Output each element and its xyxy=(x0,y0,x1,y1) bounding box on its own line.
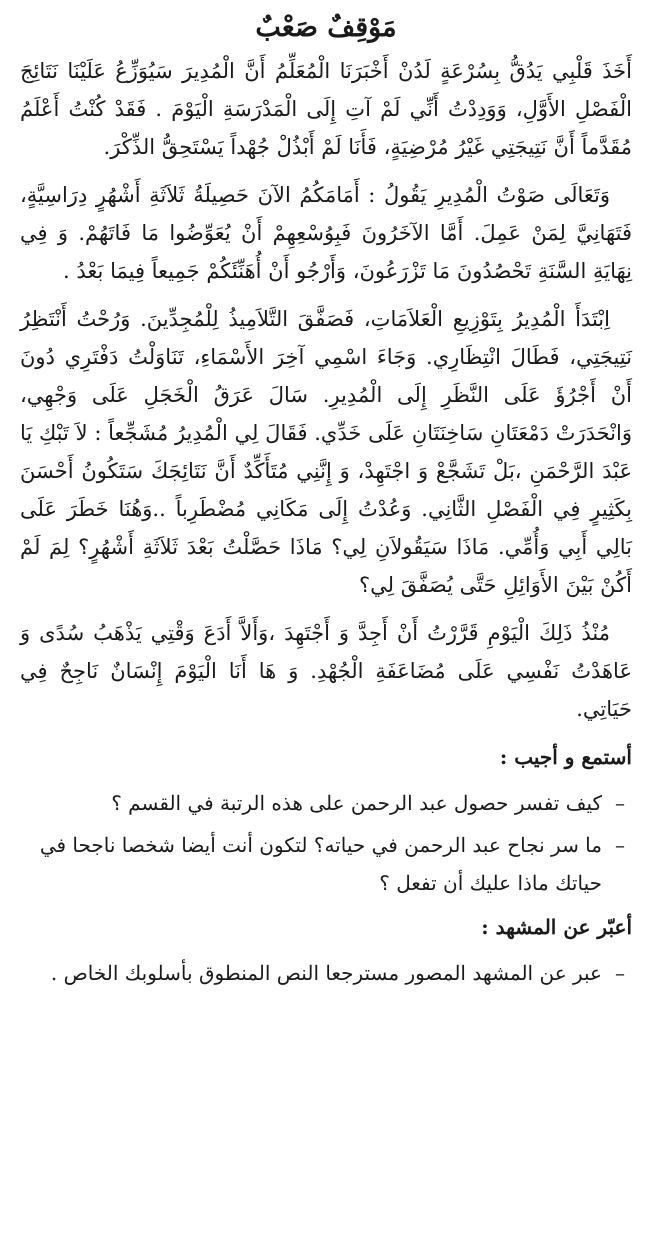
dash-marker: – xyxy=(615,833,625,857)
page-title: مَوْقِفٌ صَعْبٌ xyxy=(255,12,397,43)
question-item xyxy=(20,826,632,902)
question-text: ما سر نجاح عبد الرحمن في حياته؟ لتكون أنت أيضا شخصا ناجحا في حياتك ماذا عليك أن تفعل ؟ xyxy=(39,833,602,895)
express-text: عبر عن المشهد المصور مسترجعا النص المنطوق بأسلوبك الخاص . xyxy=(50,961,602,985)
question-item xyxy=(20,784,632,822)
listen-questions-list xyxy=(20,784,632,902)
story-paragraph-2: وَتَعَالَى صَوْتُ الْمُدِيرِ يَقُولُ : أَمَامَكُمُ الآنَ حَصِيلَةُ ثَلاَثَةِ أَشْهُرٍ دِرَاسِيَّةٍ، فَتَهَانِيَّ لِمَنْ عَمِلَ. أَمَّا الآخَرُونَ فَبِوُسْعِهِمْ أَنْ يُعَوِّضُوا مَا فَاتَهُمْ. وَ فِي نِهَايَةِ السَّنَةِ تَحْصُدُونَ مَا تَزْرَعُونَ، وَأَرْجُو أَنْ أُهَنِّئَكُمْ جَمِيعاً فِيمَا بَعْدُ . xyxy=(20,183,632,283)
dash-marker: – xyxy=(615,961,625,985)
question-text: كيف تفسر حصول عبد الرحمن على هذه الرتبة في القسم ؟ xyxy=(111,791,602,815)
story-paragraph-1: أَخَذَ قَلْبِي يَدُقُّ بِسُرْعَةٍ لَدُنْ أَخْبَرَنَا الْمُعَلِّمُ أَنَّ الْمُدِيرَ سَيُوَزِّعُ عَلَيْنَا نَتَائِجَ الْفَصْلِ الأَوَّلِ، وَوَدِدْتُ أَنِّي لَمْ آتِ إِلَى الْمَدْرَسَةِ الْيَوْمَ . فَقَدْ كُنْتُ أَعْلَمُ مُقَدَّماً أَنَّ نَتِيجَتِي غَيْرُ مُرْضِيَةٍ، فَأَنَا لَمْ أَبْذُلْ جُهْداً يَسْتَحِقُّ الذِّكْرَ. xyxy=(20,59,632,159)
express-list xyxy=(20,954,632,992)
listen-answer-heading: أستمع و أجيب : xyxy=(499,745,632,769)
express-item xyxy=(20,954,632,992)
story-paragraph-3: اِبْتَدَأَ الْمُدِيرُ بِتَوْزِيعِ الْعَلاَمَاتِ، فَصَفَّقَ التَّلاَمِيذُ لِلْمُجِدِّينَ. وَرُحْتُ أَنْتَظِرُ نَتِيجَتِي، فَطَالَ انْتِظَارِي. وَجَاءَ اسْمِي آخِرَ الأَسْمَاءِ، تَنَاوَلْتُ دَفْتَرِي دُونَ أَنْ أَجْرُؤَ عَلَى النَّظَرِ إِلَى الْمُدِيرِ. سَالَ عَرَقُ الْخَجَلِ عَلَى وَجْهِي، وَانْحَدَرَتْ دَمْعَتَانِ سَاخِنَتَانِ عَلَى خَدِّي. فَقَالَ لِي الْمُدِيرُ مُشَجِّعاً : لاَ تَبْكِ يَا عَبْدَ الرَّحْمَنِ ،بَلْ تَشَجَّعْ وَ اجْتَهِدْ، وَ إِنَّنِي مُتَأَكِّدٌ أَنَّ نَتَائِجَكَ سَتَكُونُ أَحْسَنَ بِكَثِيرٍ فِي الْفَصْلِ الثَّانِي. وَعُدْتُ إِلَى مَكَانِي مُضْطَرِباً ..وَهُنَا خَطَرَ عَلَى بَالِي أَبِي وَأُمِّي. مَاذَا سَيَقُولاَنِ لِي؟ مَاذَا حَصَّلْتُ بَعْدَ ثَلاَثَةِ أَشْهُرٍ؟ لِمَ لَمْ أَكُنْ بَيْنَ الأَوَائِلِ حَتَّى يُصَفَّقَ لِي؟ xyxy=(20,307,632,597)
dash-marker: – xyxy=(615,791,625,815)
story-paragraph-4: مُنْذُ ذَلِكَ الْيَوْمِ قَرَّرْتُ أَنْ أَجِدَّ وَ أَجْتَهِدَ ،وَأَلاَّ أَدَعَ وَقْتِي يَذْهَبُ سُدًى وَ عَاهَدْتُ نَفْسِي عَلَى مُضَاعَفَةِ الْجُهْدِ. وَ هَا أَنَا الْيَوْمَ إِنْسَانٌ نَاجِحٌ فِي حَيَاتِي. xyxy=(20,621,632,721)
express-scene-heading: أعبّر عن المشهد : xyxy=(481,915,632,939)
